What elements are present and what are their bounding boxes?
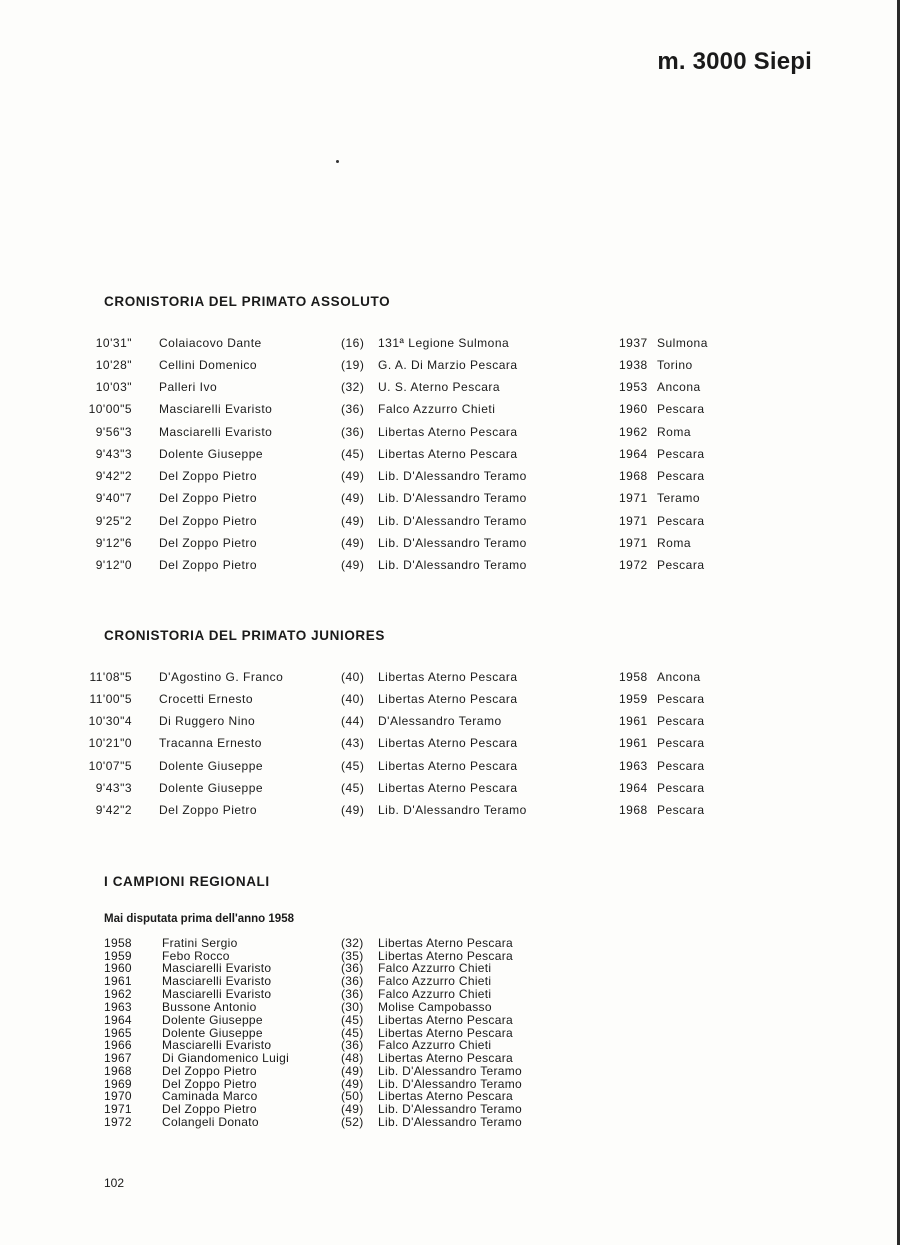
record-time: 9'56"3 [95, 425, 132, 439]
champion-year: 1970 [104, 1089, 132, 1103]
athlete-number: (32) [341, 380, 365, 394]
record-time: 9'42"2 [95, 469, 132, 483]
athlete-number: (49) [341, 491, 365, 505]
athlete-name: Dolente Giuseppe [162, 1013, 263, 1027]
record-place: Pescara [657, 558, 705, 572]
athlete-name: Dolente Giuseppe [159, 781, 264, 795]
athlete-number: (36) [341, 987, 364, 1001]
record-year: 1958 [619, 670, 648, 684]
club-name: Libertas Aterno Pescara [378, 949, 513, 963]
record-time: 10'31" [95, 336, 132, 350]
athlete-number: (49) [341, 1102, 364, 1116]
record-place: Ancona [657, 380, 701, 394]
athlete-name: Palleri Ivo [159, 380, 218, 394]
champion-year: 1962 [104, 987, 132, 1001]
champion-year: 1971 [104, 1102, 132, 1116]
record-place: Roma [657, 536, 692, 550]
champion-year: 1968 [104, 1064, 132, 1078]
athlete-name: Del Zoppo Pietro [159, 491, 258, 505]
record-time: 9'40"7 [95, 491, 132, 505]
club-name: Lib. D'Alessandro Teramo [378, 491, 527, 505]
club-name: Libertas Aterno Pescara [378, 670, 518, 684]
athlete-number: (32) [341, 936, 364, 950]
champion-year: 1963 [104, 1000, 132, 1014]
champions-heading: I CAMPIONI REGIONALI [104, 874, 270, 889]
club-name: Libertas Aterno Pescara [378, 1051, 513, 1065]
table-row [0, 1116, 900, 1129]
club-name: Libertas Aterno Pescara [378, 1013, 513, 1027]
table-row [0, 1001, 900, 1014]
athlete-number: (45) [341, 1013, 364, 1027]
record-place: Pescara [657, 447, 705, 461]
club-name: Falco Azzurro Chieti [378, 987, 492, 1001]
club-name: Libertas Aterno Pescara [378, 936, 513, 950]
athlete-name: Del Zoppo Pietro [159, 558, 258, 572]
champion-year: 1969 [104, 1077, 132, 1091]
athlete-name: Caminada Marco [162, 1089, 258, 1103]
champion-year: 1961 [104, 974, 132, 988]
record-year: 1961 [619, 714, 648, 728]
record-year: 1959 [619, 692, 648, 706]
champion-year: 1958 [104, 936, 132, 950]
club-name: U. S. Aterno Pescara [378, 380, 501, 394]
table-row [0, 803, 900, 825]
athlete-number: (36) [341, 402, 365, 416]
athlete-number: (49) [341, 514, 365, 528]
record-place: Torino [657, 358, 693, 372]
record-place: Pescara [657, 714, 705, 728]
table-row [0, 759, 900, 781]
page-number: 102 [104, 1176, 125, 1190]
record-time: 10'28" [95, 358, 132, 372]
club-name: Falco Azzurro Chieti [378, 1038, 492, 1052]
table-row [0, 402, 900, 424]
athlete-number: (36) [341, 974, 364, 988]
athlete-number: (40) [341, 692, 365, 706]
club-name: 131ª Legione Sulmona [378, 336, 510, 350]
table-row [0, 670, 900, 692]
athlete-name: Colaiacovo Dante [159, 336, 262, 350]
record-year: 1962 [619, 425, 648, 439]
record-year: 1964 [619, 781, 648, 795]
athlete-number: (44) [341, 714, 365, 728]
athlete-number: (50) [341, 1089, 364, 1103]
champion-year: 1959 [104, 949, 132, 963]
athlete-name: Di Giandomenico Luigi [162, 1051, 290, 1065]
club-name: Libertas Aterno Pescara [378, 1026, 513, 1040]
club-name: Lib. D'Alessandro Teramo [378, 514, 527, 528]
champion-year: 1967 [104, 1051, 132, 1065]
table-row [0, 1039, 900, 1052]
table-row [0, 1014, 900, 1027]
athlete-number: (49) [341, 536, 365, 550]
club-name: Libertas Aterno Pescara [378, 759, 518, 773]
table-row [0, 425, 900, 447]
record-place: Pescara [657, 469, 705, 483]
athlete-name: Crocetti Ernesto [159, 692, 254, 706]
athlete-number: (45) [341, 1026, 364, 1040]
club-name: Lib. D'Alessandro Teramo [378, 1102, 523, 1116]
athlete-number: (36) [341, 425, 365, 439]
athlete-name: Colangeli Donato [162, 1115, 259, 1129]
athlete-name: Masciarelli Evaristo [159, 425, 273, 439]
club-name: Lib. D'Alessandro Teramo [378, 1064, 523, 1078]
club-name: Lib. D'Alessandro Teramo [378, 469, 527, 483]
club-name: Falco Azzurro Chieti [378, 961, 492, 975]
table-row [0, 469, 900, 491]
athlete-number: (49) [341, 469, 365, 483]
athlete-name: D'Agostino G. Franco [159, 670, 284, 684]
record-time: 10'03" [95, 380, 132, 394]
record-time: 9'42"2 [95, 803, 132, 817]
table-row [0, 692, 900, 714]
athlete-name: Di Ruggero Nino [159, 714, 256, 728]
record-place: Teramo [657, 491, 701, 505]
table-row [0, 558, 900, 580]
club-name: Lib. D'Alessandro Teramo [378, 1077, 523, 1091]
athlete-number: (36) [341, 961, 364, 975]
record-time: 9'43"3 [95, 447, 132, 461]
record-time: 10'30"4 [88, 714, 132, 728]
champion-year: 1972 [104, 1115, 132, 1129]
record-year: 1971 [619, 536, 648, 550]
record-place: Pescara [657, 692, 705, 706]
record-place: Pescara [657, 781, 705, 795]
table-row [0, 1052, 900, 1065]
table-row [0, 714, 900, 736]
champions-note: Mai disputata prima dell'anno 1958 [104, 913, 294, 925]
table-row [0, 491, 900, 513]
athlete-number: (40) [341, 670, 365, 684]
record-time: 9'12"6 [95, 536, 132, 550]
athlete-number: (49) [341, 558, 365, 572]
athlete-name: Masciarelli Evaristo [162, 1038, 272, 1052]
athlete-name: Tracanna Ernesto [159, 736, 262, 750]
record-year: 1963 [619, 759, 648, 773]
club-name: Libertas Aterno Pescara [378, 447, 518, 461]
athlete-name: Masciarelli Evaristo [159, 402, 273, 416]
record-year: 1968 [619, 469, 648, 483]
table-row [0, 536, 900, 558]
athlete-name: Dolente Giuseppe [159, 447, 264, 461]
table-row [0, 447, 900, 469]
club-name: Libertas Aterno Pescara [378, 781, 518, 795]
club-name: Libertas Aterno Pescara [378, 692, 518, 706]
athlete-name: Dolente Giuseppe [159, 759, 264, 773]
athlete-number: (43) [341, 736, 365, 750]
club-name: Libertas Aterno Pescara [378, 1089, 513, 1103]
athlete-number: (19) [341, 358, 365, 372]
record-place: Ancona [657, 670, 701, 684]
table-row [0, 1090, 900, 1103]
athlete-name: Del Zoppo Pietro [159, 469, 258, 483]
athlete-name: Bussone Antonio [162, 1000, 257, 1014]
athlete-number: (49) [341, 1064, 364, 1078]
athlete-name: Del Zoppo Pietro [162, 1077, 257, 1091]
table-row [0, 1065, 900, 1078]
record-time: 10'21"0 [88, 736, 132, 750]
table-row [0, 781, 900, 803]
champion-year: 1964 [104, 1013, 132, 1027]
table-row [0, 962, 900, 975]
athlete-name: Masciarelli Evaristo [162, 961, 272, 975]
record-year: 1937 [619, 336, 648, 350]
record-place: Pescara [657, 402, 705, 416]
record-time: 9'43"3 [95, 781, 132, 795]
club-name: G. A. Di Marzio Pescara [378, 358, 518, 372]
athlete-name: Del Zoppo Pietro [159, 803, 258, 817]
table-row [0, 1103, 900, 1116]
club-name: D'Alessandro Teramo [378, 714, 502, 728]
record-place: Sulmona [657, 336, 708, 350]
absolute-record-heading: CRONISTORIA DEL PRIMATO ASSOLUTO [104, 294, 391, 309]
print-speck [336, 160, 339, 163]
champion-year: 1965 [104, 1026, 132, 1040]
record-place: Pescara [657, 759, 705, 773]
club-name: Libertas Aterno Pescara [378, 425, 518, 439]
table-row [0, 336, 900, 358]
club-name: Falco Azzurro Chieti [378, 974, 492, 988]
athlete-number: (16) [341, 336, 365, 350]
junior-record-heading: CRONISTORIA DEL PRIMATO JUNIORES [104, 628, 385, 643]
record-year: 1971 [619, 514, 648, 528]
athlete-number: (45) [341, 781, 365, 795]
club-name: Lib. D'Alessandro Teramo [378, 803, 527, 817]
athlete-number: (52) [341, 1115, 364, 1129]
record-year: 1960 [619, 402, 648, 416]
record-time: 11'00"5 [89, 692, 132, 706]
table-row [0, 937, 900, 950]
club-name: Lib. D'Alessandro Teramo [378, 1115, 523, 1129]
record-year: 1968 [619, 803, 648, 817]
record-time: 10'07"5 [88, 759, 132, 773]
record-place: Roma [657, 425, 692, 439]
page-title: m. 3000 Siepi [657, 48, 812, 76]
table-row [0, 736, 900, 758]
table-row [0, 380, 900, 402]
record-year: 1961 [619, 736, 648, 750]
athlete-number: (30) [341, 1000, 364, 1014]
club-name: Libertas Aterno Pescara [378, 736, 518, 750]
club-name: Lib. D'Alessandro Teramo [378, 536, 527, 550]
table-row [0, 358, 900, 380]
record-time: 11'08"5 [89, 670, 132, 684]
athlete-number: (48) [341, 1051, 364, 1065]
athlete-name: Masciarelli Evaristo [162, 987, 272, 1001]
athlete-name: Del Zoppo Pietro [162, 1064, 257, 1078]
athlete-name: Del Zoppo Pietro [159, 536, 258, 550]
record-time: 9'12"0 [95, 558, 132, 572]
athlete-name: Cellini Domenico [159, 358, 258, 372]
table-row [0, 975, 900, 988]
athlete-number: (36) [341, 1038, 364, 1052]
club-name: Molise Campobasso [378, 1000, 492, 1014]
record-time: 10'00"5 [88, 402, 132, 416]
athlete-number: (45) [341, 759, 365, 773]
athlete-name: Del Zoppo Pietro [159, 514, 258, 528]
athlete-name: Masciarelli Evaristo [162, 974, 272, 988]
record-time: 9'25"2 [95, 514, 132, 528]
record-year: 1964 [619, 447, 648, 461]
record-place: Pescara [657, 803, 705, 817]
champion-year: 1960 [104, 961, 132, 975]
athlete-name: Febo Rocco [162, 949, 230, 963]
athlete-name: Dolente Giuseppe [162, 1026, 263, 1040]
athlete-number: (49) [341, 1077, 364, 1091]
athlete-number: (45) [341, 447, 365, 461]
table-row [0, 514, 900, 536]
table-row [0, 988, 900, 1001]
record-year: 1938 [619, 358, 648, 372]
club-name: Falco Azzurro Chieti [378, 402, 496, 416]
record-year: 1972 [619, 558, 648, 572]
record-place: Pescara [657, 514, 705, 528]
record-year: 1971 [619, 491, 648, 505]
club-name: Lib. D'Alessandro Teramo [378, 558, 527, 572]
athlete-name: Fratini Sergio [162, 936, 238, 950]
champion-year: 1966 [104, 1038, 132, 1052]
athlete-name: Del Zoppo Pietro [162, 1102, 257, 1116]
athlete-number: (49) [341, 803, 365, 817]
athlete-number: (35) [341, 949, 364, 963]
record-year: 1953 [619, 380, 648, 394]
record-place: Pescara [657, 736, 705, 750]
